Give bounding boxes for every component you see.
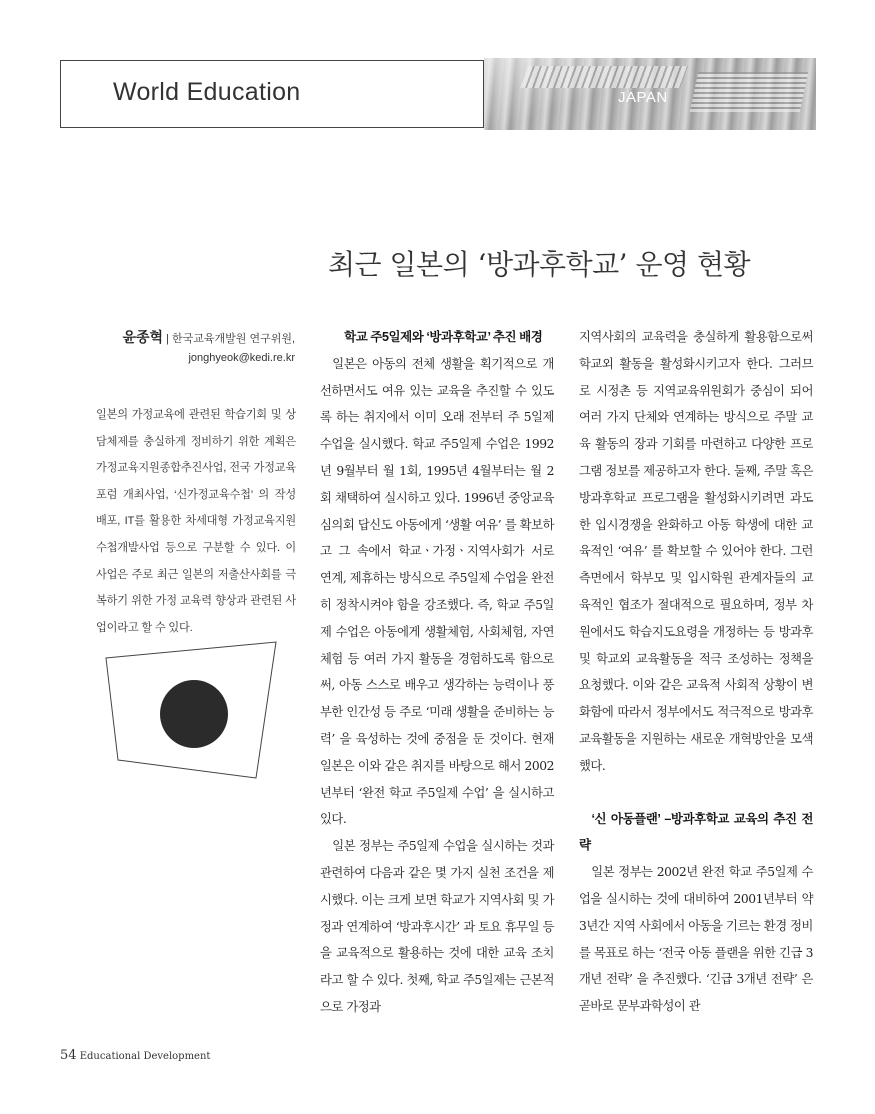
author-name: 윤종혁 — [122, 329, 164, 345]
flag-sun-circle — [160, 680, 228, 748]
page-number: 54 — [60, 1048, 77, 1063]
country-tag: JAPAN — [618, 89, 668, 106]
paragraph: 일본은 아동의 전체 생활을 획기적으로 개선하면서도 여유 있는 교육을 추진할 수 있도록 하는 취지에서 이미 오래 전부터 주 5일제 수업을 실시했다. 학교 주5일제 수업은 1992년 9월부터 월 1회, 1995년 4월부터는 월 2회 채택하여 실시하고 있다. 1996년 중앙교육심의회 답신도 아동에게 ‘생활 여유’ 를 확보하고 그 속에서 학교ㆍ가정ㆍ지역사회가 서로 연계, 제휴하는 방식으로 주5일제 수업을 완전히 정착시켜야 함을 강조했다. 즉, 학교 주5일제 수업은 아동에게 생활체험, 사회체험, 자연체험 등 여러 가지 활동을 경험하도록 함으로써, 아동 스스로 배우고 생각하는 능력이나 풍부한 인간성 등 주로 ‘미래 생활을 준비하는 능력’ 을 육성하는 것에 중점을 둔 것이다. 현재 일본은 이와 같은 취지를 바탕으로 해서 2002년부터 ‘완전 학교 주5일제 수업’ 을 실시하고 있다. — [320, 356, 554, 827]
photo-detail — [520, 66, 688, 88]
page-footer — [60, 1048, 210, 1063]
author-line — [122, 327, 295, 347]
paragraph: 일본 정부는 2002년 완전 학교 주5일제 수업을 실시하는 것에 대비하여 2001년부터 약 3년간 지역 사회에서 아동을 기르는 환경 정비를 목표로 하는 ‘전국 아동 플랜을 위한 긴급 3개년 전략’ 을 추진했다. ‘긴급 3개년 전략’ 은 곧바로 문부과학성이 관 — [579, 865, 813, 1014]
column-1 — [320, 324, 554, 1021]
article-title: 최근 일본의 ‘방과후학교’ 운영 현황 — [328, 248, 751, 281]
paragraph: 지역사회의 교육력을 충실하게 활용함으로써 학교외 활동을 활성화시키고자 한다. 그러므로 시정촌 등 지역교육위원회가 중심이 되어 여러 가지 단체와 연계하는 방식으로 주말 교육 활동의 장과 기회를 마련하고 다양한 프로그램 정보를 제공하고자 한다. 둘째, 주말 혹은 방과후학교 프로그램을 활성화시키려면 과도한 입시경쟁을 완화하고 아동 학생에 대한 교육적인 ‘여유’ 를 확보할 수 있어야 한다. 그런 측면에서 학부모 및 입시학원 관계자들의 교육적인 협조가 절대적으로 필요하며, 정부 차원에서도 학습지도요령을 개정하는 등 방과후 및 학교외 교육활동을 적극 조성하는 정책을 요청했다. 이와 같은 교육적 사회적 상황이 변화함에 따라서 정부에서도 적극적으로 방과후 교육활동을 지원하는 새로운 개혁방안을 모색했다. — [579, 330, 813, 773]
journal-name: Educational Development — [79, 1051, 211, 1062]
abstract: 일본의 가정교육에 관련된 학습기회 및 상담체제를 충실하게 정비하기 위한 계획은 가정교육지원종합추진사업, 전국 가정교육포럼 개최사업, ‘신가정교육수첩’ 의 작성 배포, IT를 활용한 차세대형 가정교육지원수첩개발사업 등으로 구분할 수 있다. 이 사업은 주로 최근 일본의 저출산사회를 극복하기 위한 가정 교육력 향상과 관련된 사업이라고 할 수 있다. — [96, 409, 296, 634]
section-title: World Education — [113, 78, 301, 106]
photo-detail — [690, 72, 809, 112]
japan-flag-illustration — [104, 640, 284, 780]
paragraph: 일본 정부는 주5일제 수업을 실시하는 것과 관련하여 다음과 같은 몇 가지 실천 조건을 제시했다. 이는 크게 보면 학교가 지역사회 및 가정과 연계하여 ‘방과후시간’ 과 토요 휴무일 등을 교육적으로 활용하는 것에 대한 교육 조치라고 할 수 있다. 첫째, 학교 주5일제는 근본적으로 가정과 — [320, 839, 554, 1014]
section-heading: 학교 주5일제와 ‘방과후학교’ 추진 배경 — [344, 330, 543, 344]
column-2 — [579, 324, 813, 1020]
author-affiliation: | 한국교육개발원 연구위원, — [163, 333, 295, 345]
author-email: jonghyeok@kedi.re.kr — [188, 352, 295, 364]
section-heading: ‘신 아동플랜’ –방과후학교 교육의 추진 전략 — [579, 811, 813, 853]
